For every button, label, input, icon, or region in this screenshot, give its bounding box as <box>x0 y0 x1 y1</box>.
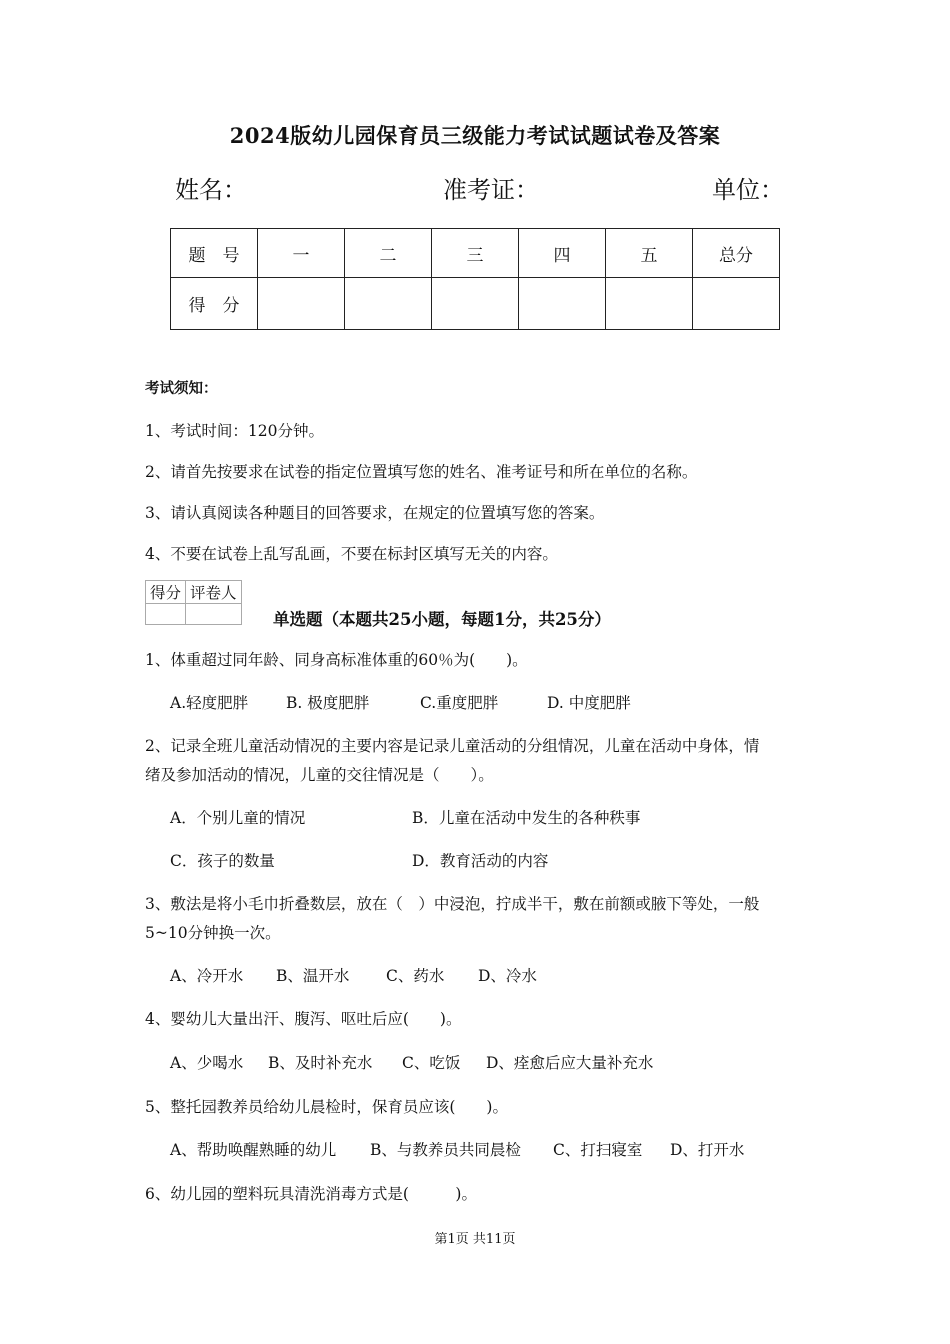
page-footer: 第1页 共11页 <box>434 1232 516 1247</box>
score-table-header-row <box>171 229 780 278</box>
score-header-cell: 五 <box>606 229 693 278</box>
notice-item: 4、不要在试卷上乱写乱画，不要在标封区填写无关的内容。 <box>145 545 558 563</box>
question-option: A、冷开水 <box>170 967 244 985</box>
score-header-cell: 总分 <box>693 229 780 278</box>
question-option: A、帮助唤醒熟睡的幼儿 <box>170 1141 337 1159</box>
question-option: D、冷水 <box>478 967 537 985</box>
score-cell <box>258 278 345 330</box>
question-stem: 6、幼儿园的塑料玩具清洗消毒方式是( )。 <box>145 1185 477 1203</box>
notice-title: 考试须知： <box>145 380 218 397</box>
document-title: 2024版幼儿园保育员三级能力考试试题试卷及答案 <box>229 123 721 148</box>
question-stem: 2、记录全班儿童活动情况的主要内容是记录儿童活动的分组情况，儿童在活动中身体，情 <box>145 737 760 755</box>
question-option: C、吃饭 <box>402 1054 461 1072</box>
section-title: 单选题（本题共25小题，每题1分，共25分） <box>273 610 611 629</box>
score-table-score-row <box>171 278 780 330</box>
grader-reviewer-label: 评卷人 <box>186 581 242 604</box>
question-option: C．孩子的数量 <box>170 852 275 870</box>
score-cell <box>606 278 693 330</box>
score-cell <box>519 278 606 330</box>
question-stem: 5、整托园教养员给幼儿晨检时，保育员应该( )。 <box>145 1098 508 1116</box>
score-header-cell: 二 <box>345 229 432 278</box>
question-option: B. 极度肥胖 <box>286 694 370 712</box>
grader-reviewer-cell <box>186 604 242 625</box>
question-option: C、药水 <box>386 967 445 985</box>
question-option: B、与教养员共同晨检 <box>370 1141 521 1159</box>
score-header-cell: 题 号 <box>171 229 258 278</box>
notice-item: 2、请首先按要求在试卷的指定位置填写您的姓名、准考证号和所在单位的名称。 <box>145 463 698 481</box>
question-option: D. 中度肥胖 <box>547 694 631 712</box>
question-option: B．儿童在活动中发生的各种秩事 <box>412 809 641 827</box>
question-option: D．教育活动的内容 <box>412 852 549 870</box>
score-cell <box>345 278 432 330</box>
question-option: A、少喝水 <box>170 1054 244 1072</box>
notice-item: 1、考试时间：120分钟。 <box>145 422 324 440</box>
question-option: C、打扫寝室 <box>553 1141 643 1159</box>
score-row-label: 得 分 <box>171 278 258 330</box>
score-header-cell: 三 <box>432 229 519 278</box>
question-stem: 3、敷法是将小毛巾折叠数层，放在（ ）中浸泡，拧成半干，敷在前额或腋下等处，一般 <box>145 895 760 913</box>
question-stem: 4、婴幼儿大量出汗、腹泻、呕吐后应( )。 <box>145 1010 462 1028</box>
question-option: B、温开水 <box>276 967 350 985</box>
question-option: A.轻度肥胖 <box>170 694 249 712</box>
score-cell <box>693 278 780 330</box>
question-option: D、打开水 <box>670 1141 745 1159</box>
question-stem: 5~10分钟换一次。 <box>145 924 281 942</box>
notice-item: 3、请认真阅读各种题目的回答要求，在规定的位置填写您的答案。 <box>145 504 605 522</box>
grader-score-label: 得分 <box>146 581 186 604</box>
score-header-cell: 一 <box>258 229 345 278</box>
question-option: D、痊愈后应大量补充水 <box>486 1054 654 1072</box>
exam-id-field-label: 准考证： <box>443 176 539 204</box>
question-stem: 1、体重超过同年龄、同身高标准体重的60％为( )。 <box>145 651 528 669</box>
score-header-cell: 四 <box>519 229 606 278</box>
grader-box <box>145 580 242 625</box>
unit-field-label: 单位： <box>712 176 784 204</box>
question-option: A．个别儿童的情况 <box>170 809 306 827</box>
question-option: B、及时补充水 <box>268 1054 373 1072</box>
score-cell <box>432 278 519 330</box>
question-stem: 绪及参加活动的情况，儿童的交往情况是（ ）。 <box>145 766 494 784</box>
question-option: C.重度肥胖 <box>420 694 499 712</box>
name-field-label: 姓名： <box>175 176 247 204</box>
grader-score-cell <box>146 604 186 625</box>
score-table <box>170 228 780 330</box>
